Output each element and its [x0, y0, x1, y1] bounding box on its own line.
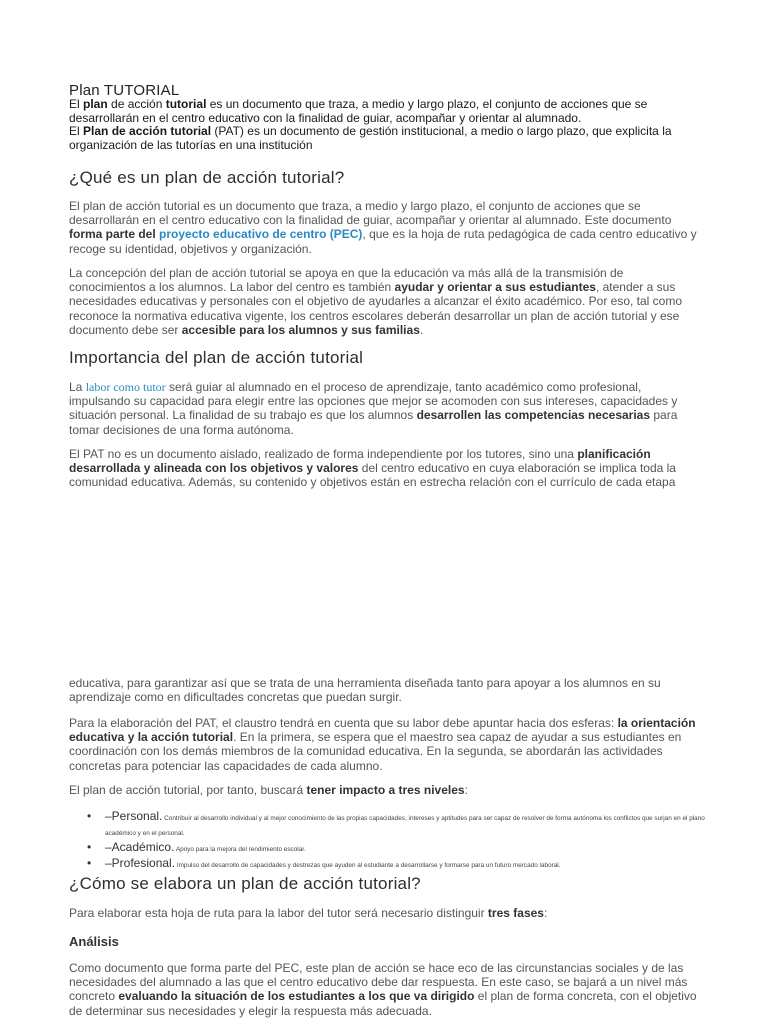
section-heading-como-se-elabora: ¿Cómo se elabora un plan de acción tutorial? — [69, 874, 421, 893]
list-item-personal: • –Personal. Contribuir al desarrollo individual y al mejor conocimiento de las propias capacidades, intereses y aptitudes para ser capaz de resolver de forma autónoma los conflictos que surjan en el plano académico y en el personal. — [85, 810, 705, 840]
paragraph-tres-niveles: El plan de acción tutorial, por tanto, buscará tener impacto a tres niveles: — [69, 783, 468, 797]
paragraph-dos-esferas: Para la elaboración del PAT, el claustro tendrá en cuenta que su labor debe apuntar hacia dos esferas: la orientación educativa y la acción tutorial. En la primera, se espera que el maestro sea capaz de ayudar a sus estudiantes en coordinación con los demás miembros de la comunidad educativa. En la segunda, se abordarán las actividades concretas para potenciar las capacidades de cada alumno. — [69, 716, 696, 773]
paragraph-concepcion: La concepción del plan de acción tutorial se apoya en que la educación va más allá de la transmisión de conocimientos a los alumnos. La labor del centro es también ayudar y orientar a sus estudiantes, atender a sus necesidades educativas y personales con el objetivo de ayudarles a alcanzar el éxito académico. Por eso, tal como reconoce la normativa educativa vigente, los centros escolares deberán desarrollar un plan de acción tutorial y ese documento debe ser accesible para los alumnos y sus familias. — [69, 266, 683, 337]
intro-block — [69, 98, 701, 152]
paragraph-analisis: Como documento que forma parte del PEC, este plan de acción se hace eco de las circunstancias sociales y de las necesidades del alumnado a las que el centro educativo debe dar respuesta. En este caso, se bajará a un nivel más concreto evaluando la situación de los estudiantes a los que va dirigido el plan de forma concreta, con el objetivo de determinar sus necesidades y elegir la respuesta más adecuada. — [69, 961, 697, 1018]
list-item-profesional: • –Profesional. Impulso del desarrollo de capacidades y destrezas que ayuden al estudiante a desarrollarse y formarse para un futuro mercado laboral. — [85, 857, 705, 872]
labor-tutor-link[interactable]: labor como tutor — [85, 380, 166, 394]
intro-paragraph-2: El Plan de acción tutorial (PAT) es un documento de gestión institucional, a medio o largo plazo, que explicita la organización de las tutorías en una institución — [69, 124, 672, 152]
paragraph-tres-fases: Para elaborar esta hoja de ruta para la labor del tutor será necesario distinguir tres fases: — [69, 906, 548, 920]
subheading-analisis: Análisis — [69, 934, 119, 949]
list-item-academico: • –Académico. Apoyo para la mejora del rendimiento escolar. — [85, 841, 705, 856]
paragraph-pat-no-aislado: El PAT no es un documento aislado, realizado de forma independiente por los tutores, sino una planificación desarrollada y alineada con los objetivos y valores del centro educativo en cuya elaboración se implica toda la comunidad educativa. Además, su contenido y objetivos están en estrecha relación con el currículo de cada etapa — [69, 447, 676, 490]
section-heading-importancia: Importancia del plan de acción tutorial — [69, 348, 364, 367]
paragraph-labor-tutor: La labor como tutor será guiar al alumnado en el proceso de aprendizaje, tanto académico como profesional, impulsando su capacidad para elegir entre las opciones que mejor se acomoden con sus intereses, capacidades y situación personal. La finalidad de su trabajo es que los alumnos desarrollen las competencias necesarias para tomar decisiones de una forma autónoma. — [69, 380, 678, 437]
paragraph-continuation: educativa, para garantizar así que se trata de una herramienta diseñada tanto para apoyar a los alumnos en su aprendizaje como en dificultades concretas que puedan surgir. — [69, 676, 661, 705]
pec-link[interactable]: proyecto educativo de centro (PEC) — [159, 227, 363, 242]
intro-paragraph-1: El plan de acción tutorial es un documento que traza, a medio y largo plazo, el conjunto de acciones que se desarrollarán en el centro educativo con la finalidad de guiar, acompañar y orientar al alumnado. — [69, 97, 648, 125]
paragraph-definition: El plan de acción tutorial es un documento que traza, a medio y largo plazo, el conjunto de acciones que se desarrollarán en el centro educativo con la finalidad de guiar, acompañar y orientar al alumnado. Este documento forma parte del proyecto educativo de centro (PEC), que es la hoja de ruta pedagógica de cada centro educativo y recoge su identidad, objetivos y organización. — [69, 199, 697, 256]
document-title: Plan TUTORIAL — [69, 82, 180, 99]
section-heading-que-es: ¿Qué es un plan de acción tutorial? — [69, 168, 345, 187]
levels-list — [85, 810, 705, 873]
